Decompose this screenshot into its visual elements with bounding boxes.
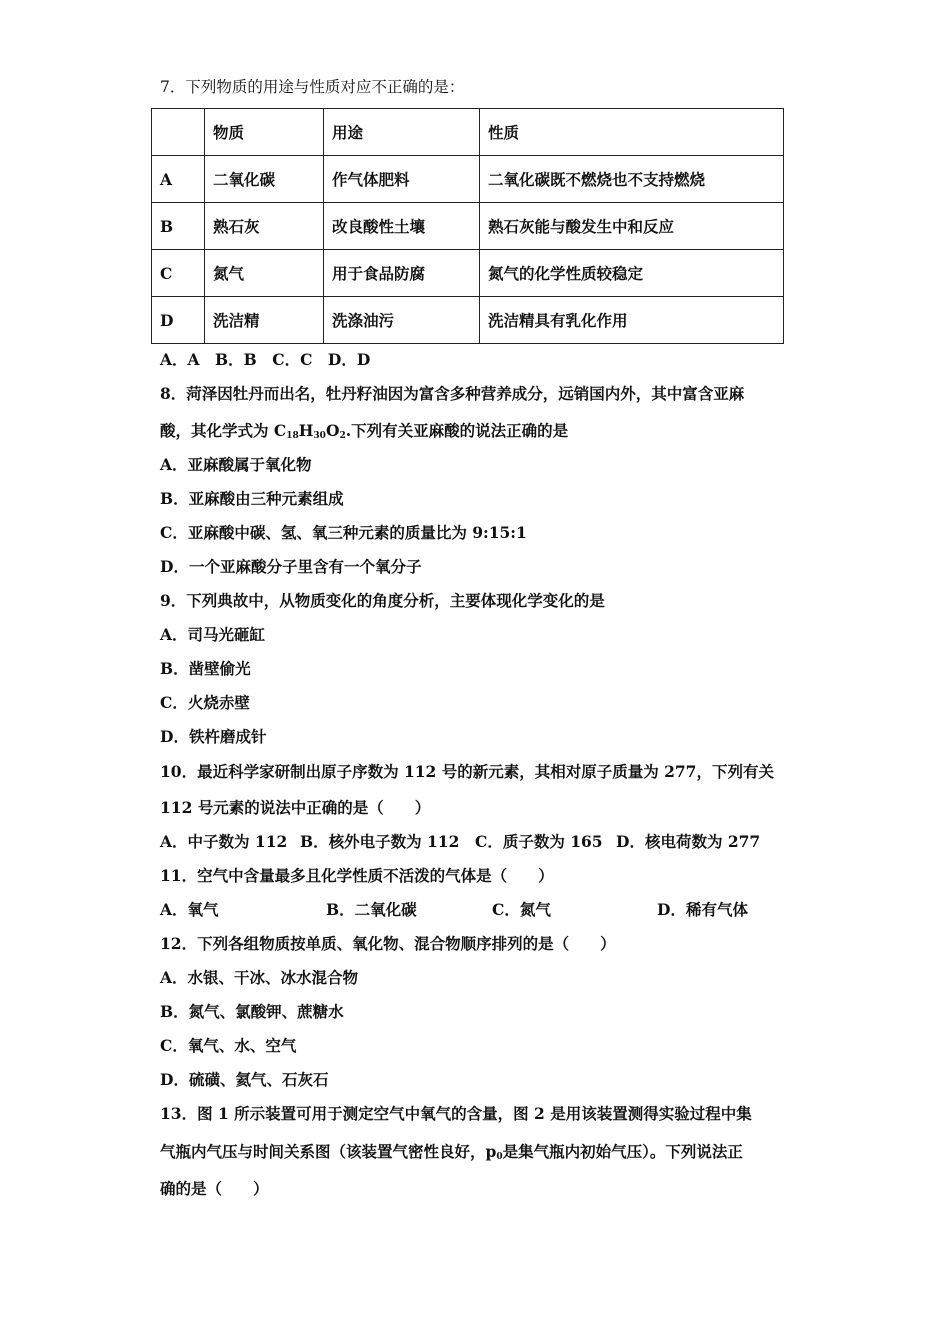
table-header-cell: 用途	[324, 109, 480, 156]
q9-option-b: B．凿壁偷光	[160, 659, 251, 678]
q13-text: 气瓶内气压与时间关系图（该装置气密性良好，p	[160, 1142, 497, 1161]
q12-option-c: C．氧气、水、空气	[160, 1036, 297, 1055]
table-cell: 氮气	[205, 250, 324, 297]
q10-option-d: D．核电荷数为 277	[616, 832, 761, 851]
q13-stem-line1: 13．图 1 所示装置可用于测定空气中氧气的含量，图 2 是用该装置测得实验过程中集	[160, 1104, 752, 1123]
table-cell: C	[152, 250, 205, 297]
table-cell: 洗洁精	[205, 297, 324, 344]
q11-options	[160, 899, 748, 921]
q12-option-b: B．氮气、氯酸钾、蔗糖水	[160, 1002, 344, 1021]
q9-option-d: D．铁杵磨成针	[160, 727, 267, 746]
q8-text: H	[298, 421, 314, 440]
table-cell: 熟石灰	[205, 203, 324, 250]
q10-option-b: B．核外电子数为 112	[300, 832, 460, 851]
q9-option-c: C．火烧赤壁	[160, 693, 250, 712]
q8-text: .下列有关亚麻酸的说法正确的是	[345, 421, 569, 440]
q8-option-c: C．亚麻酸中碳、氢、氧三种元素的质量比为 9:15:1	[160, 523, 527, 542]
q10-options	[160, 831, 760, 853]
q11-stem: 11．空气中含量最多且化学性质不活泼的气体是（ ）	[160, 866, 554, 885]
q10-stem-line2: 112 号元素的说法中正确的是（ ）	[160, 798, 431, 817]
table-cell: B	[152, 203, 205, 250]
table-cell: 二氧化碳	[205, 156, 324, 203]
q11-option-c: C．氮气	[492, 900, 551, 919]
subscript: 2	[339, 431, 346, 441]
table-cell: D	[152, 297, 205, 344]
table-cell: 用于食品防腐	[324, 250, 480, 297]
q12-option-a: A．水银、干冰、冰水混合物	[160, 968, 359, 987]
q8-stem-line1: 8．菏泽因牡丹而出名，牡丹籽油因为富含多种营养成分，远销国内外，其中富含亚麻	[160, 384, 745, 403]
q9-option-a: A．司马光砸缸	[160, 625, 266, 644]
q7-options: A．A B．B C．C D．D	[160, 350, 371, 369]
q8-option-b: B．亚麻酸由三种元素组成	[160, 489, 344, 508]
q8-stem-line2	[160, 420, 568, 442]
q11-option-a: A．氧气	[160, 900, 219, 919]
table-row	[152, 156, 784, 203]
table-cell: 二氧化碳既不燃烧也不支持燃烧	[480, 156, 784, 203]
table-header-cell	[152, 109, 205, 156]
q12-stem: 12．下列各组物质按单质、氧化物、混合物顺序排列的是（ ）	[160, 934, 616, 953]
q8-option-d: D．一个亚麻酸分子里含有一个氧分子	[160, 557, 422, 576]
table-cell: 洗涤油污	[324, 297, 480, 344]
q8-text: O	[325, 421, 340, 440]
q7-stem: 7．下列物质的用途与性质对应不正确的是：	[160, 78, 465, 96]
table-row	[152, 297, 784, 344]
q7-table	[151, 108, 784, 344]
subscript: 0	[496, 1152, 503, 1162]
table-cell: 熟石灰能与酸发生中和反应	[480, 203, 784, 250]
table-header-row	[152, 109, 784, 156]
q8-text: 酸，其化学式为 C	[160, 421, 287, 440]
subscript: 18	[286, 431, 299, 441]
q13-stem-line3: 确的是（ ）	[160, 1179, 269, 1198]
table-cell: A	[152, 156, 205, 203]
table-row	[152, 250, 784, 297]
table-cell: 氮气的化学性质较稳定	[480, 250, 784, 297]
table-header-cell: 性质	[480, 109, 784, 156]
q11-option-b: B．二氧化碳	[326, 900, 417, 919]
q10-stem-line1: 10．最近科学家研制出原子序数为 112 号的新元素，其相对原子质量为 277，下列有关	[160, 762, 774, 781]
table-cell: 洗洁精具有乳化作用	[480, 297, 784, 344]
q11-option-d: D．稀有气体	[657, 900, 748, 919]
table-row	[152, 203, 784, 250]
subscript: 30	[313, 431, 326, 441]
q10-option-a: A．中子数为 112	[160, 832, 288, 851]
q8-option-a: A．亚麻酸属于氧化物	[160, 455, 312, 474]
table-cell: 改良酸性土壤	[324, 203, 480, 250]
q10-option-c: C．质子数为 165	[475, 832, 603, 851]
table-cell: 作气体肥料	[324, 156, 480, 203]
q12-option-d: D．硫磺、氦气、石灰石	[160, 1070, 329, 1089]
q13-text: 是集气瓶内初始气压）。下列说法正	[502, 1142, 743, 1161]
q9-stem: 9．下列典故中，从物质变化的角度分析，主要体现化学变化的是	[160, 591, 605, 610]
table-header-cell: 物质	[205, 109, 324, 156]
q13-stem-line2	[160, 1141, 743, 1163]
